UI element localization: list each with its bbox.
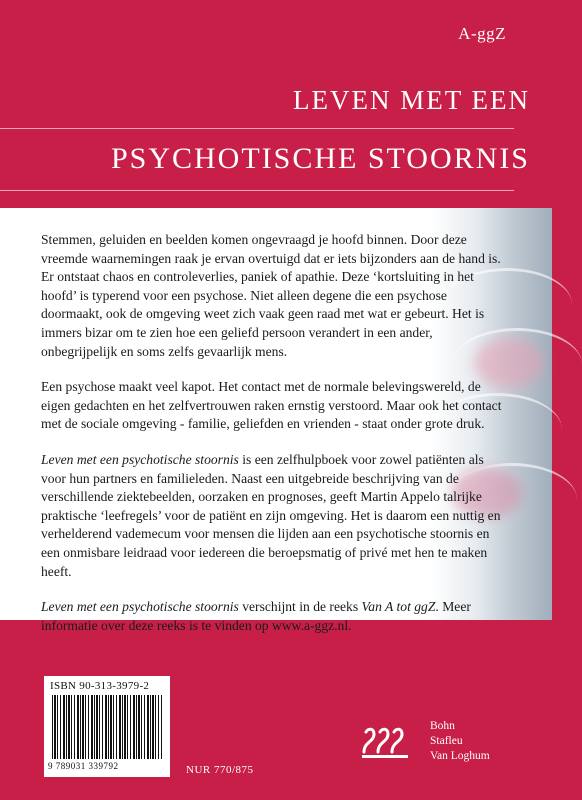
blurb-paragraph-3-text: is een zelfhulpboek voor zowel patiënten als voor hun partners en familieleden. Naast een uitgebreide beschrijving van de verschillende ziektebeelden, oorzaken en prognoses, geeft Martin Appelo talrijke praktische ‘leefregels’ voor de patiënt en zijn omgeving. Het is daarom een nuttig en verhelderend vademecum voor mensen die lijden aan een psychotische stoornis en een onmisbare leidraad voor iedereen die beroepsmatig of privé met hen te maken heeft.: [41, 451, 501, 579]
publisher-logo-icon: [360, 722, 412, 764]
blurb-paragraph-3: [41, 451, 507, 581]
publisher-name-line: Bohn: [430, 720, 455, 732]
barcode-graphic: [52, 695, 162, 759]
publisher-name-line: Stafleu: [430, 735, 463, 747]
blurb-paragraph-4: [41, 598, 507, 635]
blurb-paragraph-2: Een psychose maakt veel kapot. Het contact met de normale belevingswereld, de eigen gedachten en het zelfvertrouwen raken ernstig verstoord. Maar ook het contact met de sociale omgeving - familie, geliefden en vrienden - staat onder grote druk.: [41, 379, 502, 432]
book-title-line-2: PSYCHOTISCHE STOORNIS: [110, 142, 530, 175]
blurb-panel: [0, 208, 552, 633]
book-title-reference: Leven met een psychotische stoornis: [41, 599, 239, 615]
blurb-text: [41, 231, 507, 652]
series-tag: A-ggZ: [458, 24, 506, 43]
book-title-line-1: LEVEN MET EEN: [293, 85, 530, 115]
title-divider-top: [0, 128, 514, 129]
nur-code: NUR 770/875: [186, 764, 254, 776]
series-name-reference: Van A tot ggZ: [361, 599, 436, 615]
blurb-paragraph-4-mid: verschijnt in de reeks: [238, 599, 362, 615]
barcode-block: [44, 676, 170, 777]
book-title-reference: Leven met een psychotische stoornis: [41, 451, 239, 467]
isbn-label: ISBN 90-313-3979-2: [50, 680, 150, 692]
publisher-name-line: Van Loghum: [430, 750, 490, 762]
blurb-paragraph-1: Stemmen, geluiden en beelden komen ongevraagd je hoofd binnen. Door deze vreemde waarnemingen raak je ervan overtuigd dat er iets bijzonders aan de hand is. Er ontstaat chaos en controleverlies, paniek of apathie. Deze ‘kortsluiting in het hoofd’ is typerend voor een psychose. Niet alleen degene die een psychose doormaakt, ook de omgeving weet zich vaak geen raad met wat er gebeurt. Het is immers bizar om te zien hoe een geliefd persoon verandert in een ander, onbegrijpelijk en soms zelfs gevaarlijk mens.: [41, 232, 501, 359]
blurb-paragraph-4-text: . Meer informatie over deze reeks is te vinden op www.a-ggz.nl.: [41, 599, 471, 633]
publisher-name: [430, 719, 490, 764]
barcode-digits: 9 789031 339792: [48, 761, 119, 771]
title-divider-bottom: [0, 190, 514, 191]
